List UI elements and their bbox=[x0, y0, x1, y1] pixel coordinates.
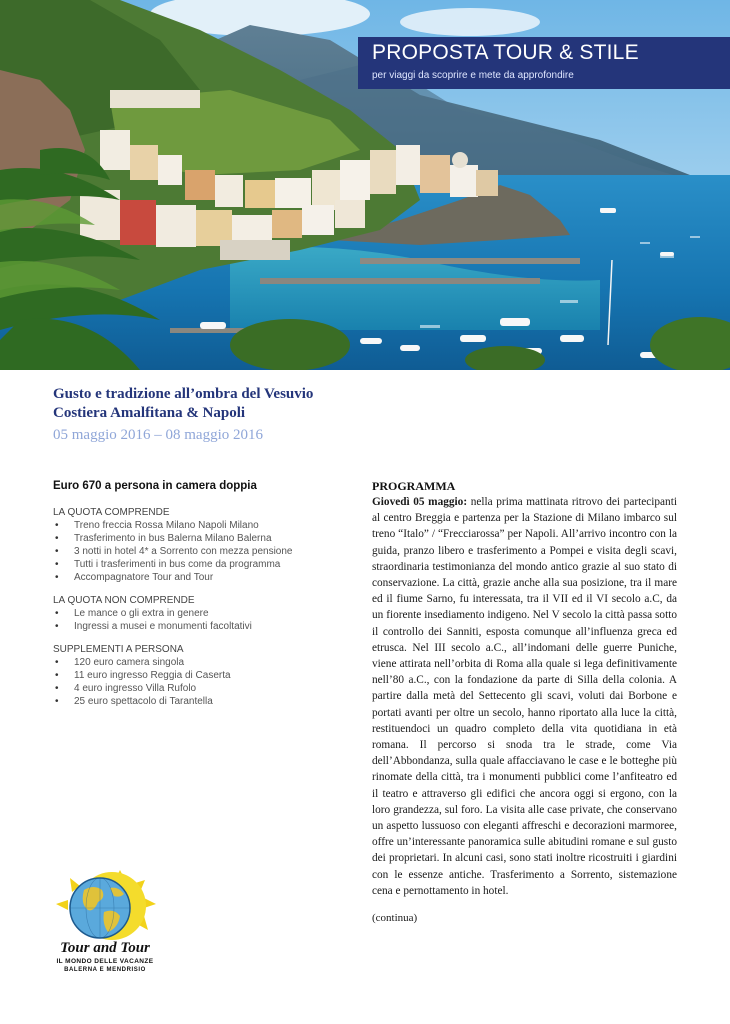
list-item bbox=[53, 682, 343, 695]
list-item bbox=[53, 669, 343, 682]
bullet: • bbox=[55, 683, 59, 694]
hero-photo bbox=[0, 0, 730, 370]
price-line: Euro 670 a persona in camera doppia bbox=[53, 480, 257, 492]
bullet: • bbox=[55, 546, 59, 557]
bullet: • bbox=[55, 608, 59, 619]
list-item-text: 4 euro ingresso Villa Rufolo bbox=[74, 683, 197, 694]
bullet: • bbox=[55, 559, 59, 570]
bullet: • bbox=[55, 696, 59, 707]
continua-note: (continua) bbox=[372, 912, 418, 924]
bullet: • bbox=[55, 670, 59, 681]
list-item bbox=[53, 571, 343, 584]
list-item-text: Tutti i trasferimenti in bus come da programma bbox=[74, 559, 281, 570]
tour-title-line2: Costiera Amalfitana & Napoli bbox=[53, 405, 246, 421]
list-item-text: Treno freccia Rossa Milano Napoli Milano bbox=[74, 520, 259, 531]
list-item bbox=[53, 558, 343, 571]
list-item-text: Trasferimento in bus Balerna Milano Balerna bbox=[74, 533, 272, 544]
includes-heading: LA QUOTA COMPRENDE bbox=[53, 507, 170, 518]
list-item bbox=[53, 607, 343, 620]
excludes-heading: LA QUOTA NON COMPRENDE bbox=[53, 595, 195, 606]
program-heading: PROGRAMMA bbox=[372, 479, 456, 493]
program-day-text bbox=[372, 494, 677, 899]
logo-name: Tour and Tour bbox=[60, 940, 150, 956]
list-item-text: 11 euro ingresso Reggia di Caserta bbox=[74, 670, 231, 681]
tour-and-tour-logo bbox=[50, 868, 160, 978]
list-item-text: 3 notti in hotel 4* a Sorrento con mezza pensione bbox=[74, 546, 293, 557]
header-banner bbox=[358, 37, 730, 89]
list-item-text: 120 euro camera singola bbox=[74, 657, 185, 668]
list-item bbox=[53, 620, 343, 633]
bullet: • bbox=[55, 533, 59, 544]
includes-list bbox=[53, 519, 343, 584]
tour-dates: 05 maggio 2016 – 08 maggio 2016 bbox=[53, 427, 263, 443]
list-item-text: Ingressi a musei e monumenti facoltativi bbox=[74, 621, 252, 632]
list-item-text: Le mance o gli extra in genere bbox=[74, 608, 209, 619]
list-item bbox=[53, 695, 343, 708]
list-item bbox=[53, 519, 343, 532]
bullet: • bbox=[55, 621, 59, 632]
program-day-label: Giovedì 05 maggio: bbox=[372, 496, 468, 508]
bullet: • bbox=[55, 657, 59, 668]
list-item bbox=[53, 532, 343, 545]
list-item-text: Accompagnatore Tour and Tour bbox=[74, 572, 214, 583]
pricing-column bbox=[53, 480, 343, 708]
program-day-body: nella prima mattinata ritrovo dei partecipanti al centro Breggia e partenza per la Stazione di Milano imbarco sul treno “Italo” / “Frecciarossa” per Napoli. All’arrivo incontro con la guida, pranzo libero e trasferimento a Pompei e visita degli scavi, straordinaria testimonianza del mondo antico grazie al suo stato di conservazione. La città, grazie anche alla sua posizione, tra il mare ed il fiume Sarno, fu interessata, tra il VII ed il VI secolo a.C, da un fiorente insediamento indigeno. Nel V secolo la città passa sotto il controllo dei Sanniti, esposta comunque all’influenza greca ed etrusca. Nel III secolo a.C., all’indomani delle guerre Puniche, viene attirata nell’orbita di Roma alla quale si lega definitivamente nell’80 a.C., con la fondazione da parte di Silla della colonia. A partire dalla metà del Settecento gli scavi, voluti dai Borbone e portati avanti per oltre un secolo, hanno riportato alla luce la città, restituendoci un quadro completo della vita quotidiana in età romana. Il percorso si snoda tra le strade, come Via dell’Abbondanza, sulla quale affacciavano le case e le botteghe più rinomate della città, tra i monumenti pubblici come l’anfiteatro ed il teatro e attraverso gli edifici che ancora oggi si ergono, con la loro grandezza, sul foro. La visita alle case private, che conservano un aspetto lussuoso con eleganti affreschi e decorazioni marmoree, offre un’interessante panoramica sulle abitudini romane e sul gusto dei proprietari. In alcuni casi, sono stati inoltre ricostruiti i giardini con le essenze antiche. Trasferimento a Sorrento, sistemazione cena e pernottamento in hotel. bbox=[372, 496, 677, 897]
tour-heading bbox=[53, 385, 673, 446]
logo-tagline: IL MONDO DELLE VACANZE bbox=[56, 958, 154, 965]
logo-location: BALERNA E MENDRISIO bbox=[64, 967, 146, 973]
tour-title-line1: Gusto e tradizione all’ombra del Vesuvio bbox=[53, 386, 314, 402]
supplements-heading: SUPPLEMENTI A PERSONA bbox=[53, 644, 184, 655]
list-item bbox=[53, 545, 343, 558]
bullet: • bbox=[55, 572, 59, 583]
excludes-list bbox=[53, 607, 343, 633]
list-item-text: 25 euro spettacolo di Tarantella bbox=[74, 696, 213, 707]
banner-title: PROPOSTA TOUR & STILE bbox=[372, 41, 639, 64]
bullet: • bbox=[55, 520, 59, 531]
supplements-list bbox=[53, 656, 343, 708]
list-item bbox=[53, 656, 343, 669]
globe-sun-icon bbox=[50, 868, 160, 948]
banner-subtitle: per viaggi da scoprire e mete da approfondire bbox=[372, 70, 574, 81]
program-column bbox=[372, 479, 677, 924]
